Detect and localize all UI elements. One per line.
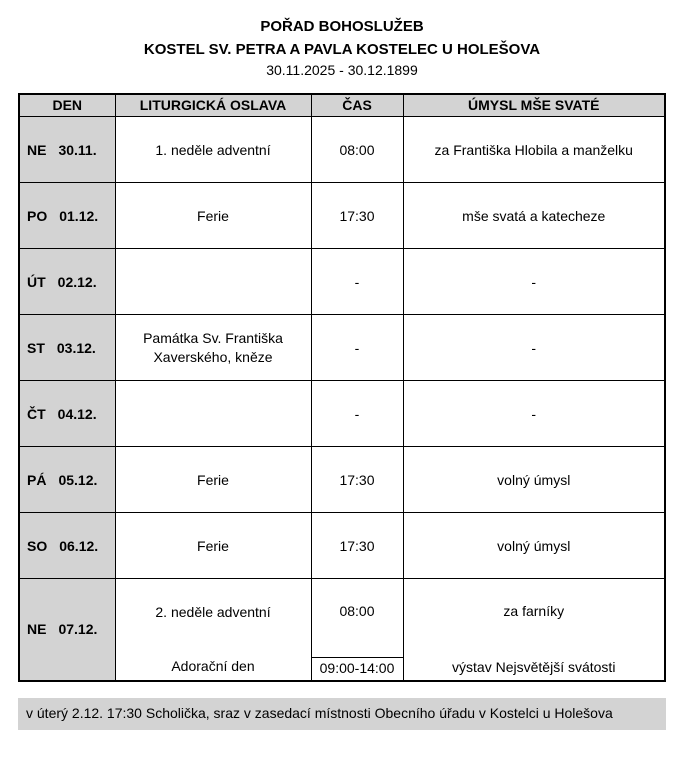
intention-line2: výstav Nejsvětější svátosti	[452, 659, 616, 676]
day-abbr: ÚT	[27, 273, 46, 290]
time-cell: 17:30	[311, 447, 403, 513]
intention-cell: -	[403, 381, 665, 447]
day-cell	[19, 513, 115, 579]
day-date: 05.12.	[58, 471, 98, 488]
time-cell: -	[311, 381, 403, 447]
intention-cell: -	[403, 315, 665, 381]
day-date: 01.12.	[59, 207, 99, 224]
day-date: 07.12.	[58, 621, 98, 638]
column-header-oslava: LITURGICKÁ OSLAVA	[115, 94, 311, 117]
celebration-cell: Památka Sv. Františka Xaverského, kněze	[115, 315, 311, 381]
time-cell: -	[311, 249, 403, 315]
day-abbr: ČT	[27, 405, 46, 422]
intention-cell: volný úmysl	[403, 447, 665, 513]
intention-cell: mše svatá a katecheze	[403, 183, 665, 249]
time-cell	[311, 579, 403, 681]
celebration-line1: 2. neděle adventní	[155, 604, 271, 621]
time-cell: 08:00	[311, 117, 403, 183]
day-date: 30.11.	[58, 141, 97, 158]
time-line2: 09:00-14:00	[312, 657, 403, 679]
table-header-row	[19, 94, 665, 117]
time-line1: 08:00	[339, 603, 375, 620]
celebration-cell: Ferie	[115, 513, 311, 579]
day-cell	[19, 117, 115, 183]
celebration-cell	[115, 249, 311, 315]
table-row	[19, 381, 665, 447]
table-row	[19, 447, 665, 513]
table-row	[19, 183, 665, 249]
celebration-cell	[115, 579, 311, 681]
day-date: 06.12.	[59, 537, 99, 554]
column-header-den: DEN	[19, 94, 115, 117]
table-row	[19, 513, 665, 579]
celebration-cell	[115, 381, 311, 447]
table-row	[19, 315, 665, 381]
time-cell: 17:30	[311, 513, 403, 579]
day-abbr: ST	[27, 339, 45, 356]
intention-cell: volný úmysl	[403, 513, 665, 579]
document-header	[18, 16, 666, 81]
column-header-cas: ČAS	[311, 94, 403, 117]
day-abbr: SO	[27, 537, 48, 554]
day-cell	[19, 315, 115, 381]
day-cell	[19, 579, 115, 681]
celebration-cell: Ferie	[115, 183, 311, 249]
schedule-table	[18, 93, 666, 682]
column-header-umysl: ÚMYSL MŠE SVATÉ	[403, 94, 665, 117]
day-cell	[19, 447, 115, 513]
day-date: 02.12.	[57, 273, 97, 290]
day-date: 04.12.	[57, 405, 97, 422]
table-row	[19, 117, 665, 183]
table-row	[19, 249, 665, 315]
table-row	[19, 579, 665, 681]
intention-cell: -	[403, 249, 665, 315]
time-cell: 17:30	[311, 183, 403, 249]
day-date: 03.12.	[56, 339, 96, 356]
document-subtitle: KOSTEL SV. PETRA A PAVLA KOSTELEC U HOLEŠOVA	[143, 40, 541, 58]
day-abbr: NE	[27, 621, 47, 638]
day-abbr: PÁ	[27, 471, 47, 488]
intention-line1: za farníky	[503, 603, 565, 620]
footer-note: v úterý 2.12. 17:30 Scholička, sraz v zasedací místnosti Obecního úřadu v Kostelci u Holešova	[18, 698, 666, 730]
time-cell: -	[311, 315, 403, 381]
document-title: POŘAD BOHOSLUŽEB	[260, 18, 424, 35]
day-abbr: PO	[27, 207, 48, 224]
date-range: 30.11.2025 - 30.12.1899	[266, 62, 418, 78]
day-cell	[19, 381, 115, 447]
day-abbr: NE	[27, 141, 47, 158]
intention-cell: za Františka Hlobila a manželku	[403, 117, 665, 183]
celebration-cell: 1. neděle adventní	[115, 117, 311, 183]
celebration-line2: Adorační den	[171, 658, 255, 675]
intention-cell	[403, 579, 665, 681]
day-cell	[19, 183, 115, 249]
celebration-cell: Ferie	[115, 447, 311, 513]
day-cell	[19, 249, 115, 315]
